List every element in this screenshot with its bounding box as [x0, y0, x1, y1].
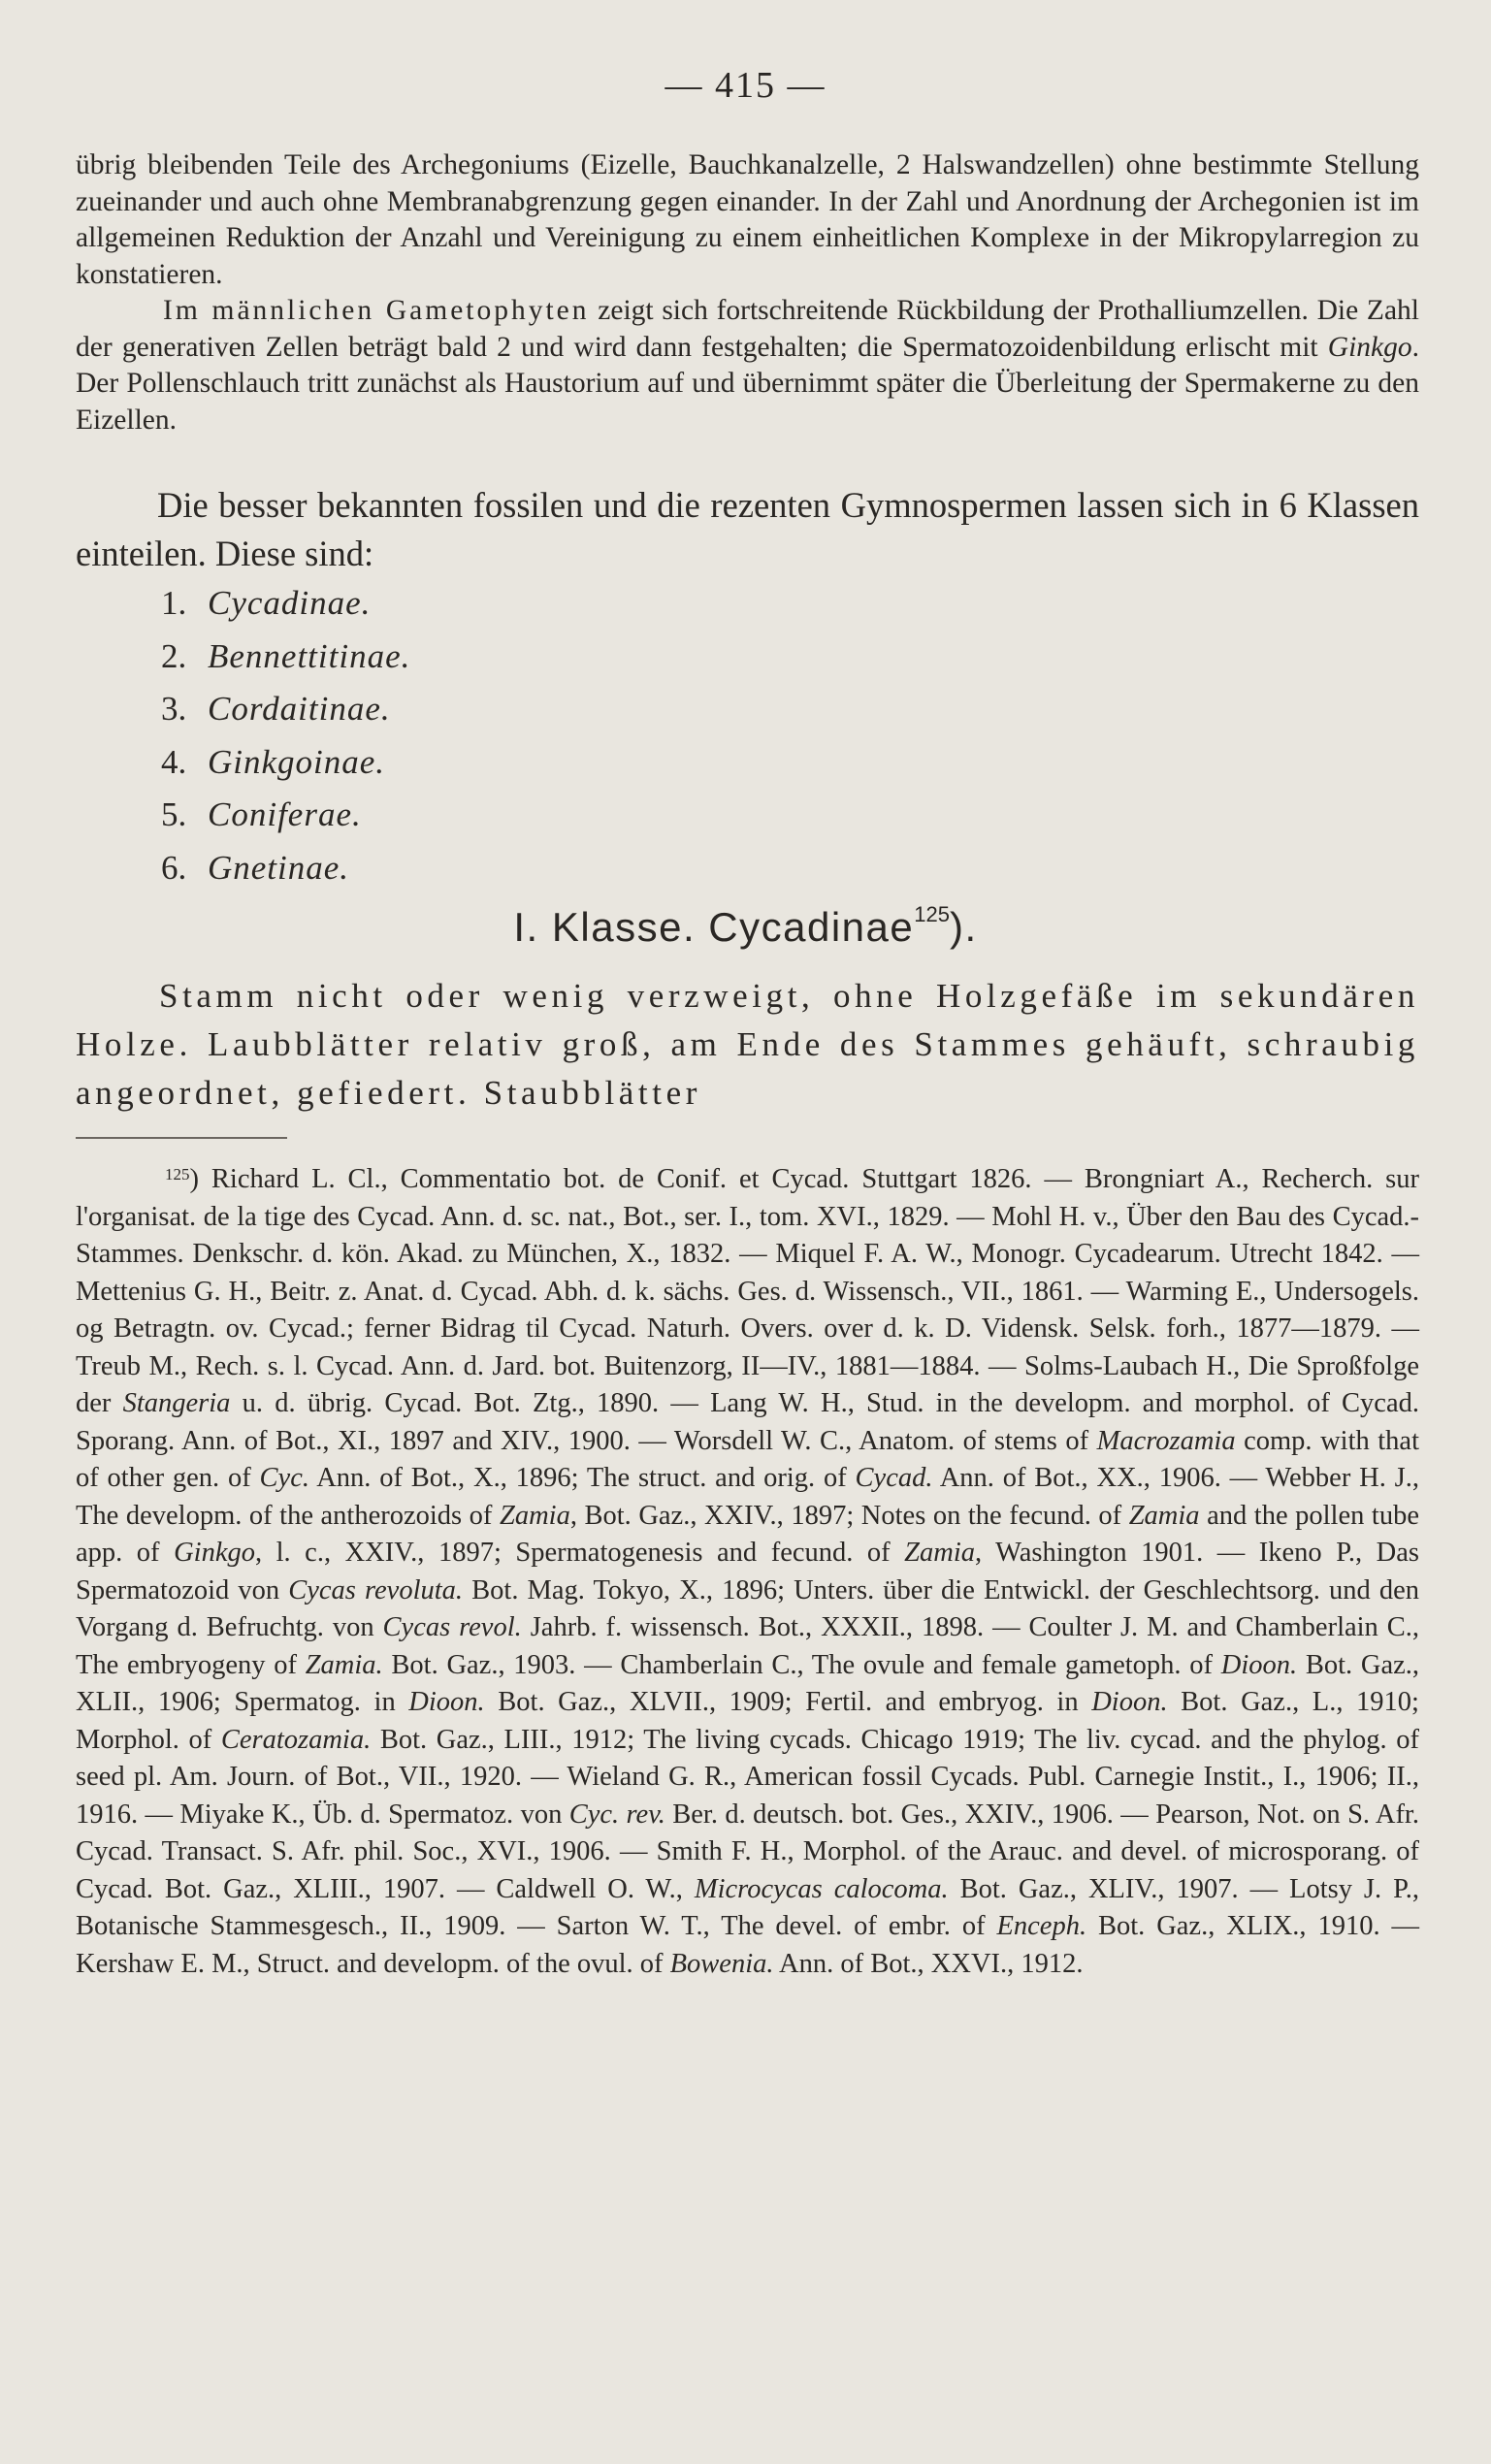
footnote-genus: Enceph. — [996, 1911, 1087, 1941]
footnote-genus: Bowenia. — [669, 1948, 774, 1979]
footnote-text: Bot. Mag. Tokyo, X., 1896; Unters. über die Entwickl. der Geschlechtsorg. und den Vorgang d. Befruchtg. von — [76, 1574, 1419, 1642]
section-heading — [0, 902, 1491, 951]
page-number: — 415 — — [664, 65, 827, 106]
footnote-genus: Zamia — [499, 1500, 570, 1531]
archegonium-paragraph: übrig bleibenden Teile des Archegoniums (Eizelle, Bauchkanalzelle, 2 Halswandzellen) ohne bestimmte Stellung zueinander und auch ohne Membranabgrenzung gegen einander. In der Zahl und Anordnung der Archegonien ist im allgemeinen Reduktion der Anzahl und Vereinigung zu einem einheitlichen Komplexe in der Mikropylarregion zu konstatieren. — [76, 149, 1419, 290]
footnote-genus: Macrozamia — [1096, 1425, 1236, 1456]
footnote-text: Bot. Gaz., XLVII., 1909; Fertil. and embryog. in — [484, 1687, 1092, 1717]
footnote-text: , Bot. Gaz., XXIV., 1897; Notes on the fecund. of — [569, 1500, 1129, 1531]
classes-intro — [76, 481, 1419, 578]
footnote-text: , Washington 1901. — Ikeno P., Das Spermatozoid von — [76, 1538, 1419, 1605]
footnote-text: Ann. of Bot., X., 1896; The struct. and orig. of — [308, 1463, 856, 1493]
class-name: Bennettitinae. — [208, 636, 411, 675]
class-name: Coniferae. — [208, 795, 362, 833]
class-number: 6. — [161, 848, 187, 887]
footnote-text: Bot. Gaz., LIII., 1912; The living cycads. Chicago 1919; The liv. cycad. and the phylog. of seed pl. Am. Journ. of Bot., VII., 1920. — Wieland G. R., American fossil Cycads. Publ. Carnegie Instit., I., 1906; II., 1916. — Miyake K., Üb. d. Spermatoz. von — [76, 1724, 1419, 1830]
footnote-genus: Cycas revoluta. — [288, 1574, 464, 1605]
gametophyte-paragraph — [76, 293, 1419, 438]
footnote-genus: Stangeria — [122, 1388, 231, 1418]
class-number: 1. — [161, 584, 187, 622]
footnote-genus: Dioon. — [408, 1687, 485, 1717]
class-list — [161, 577, 410, 894]
genus-name: Ginkgo — [1327, 331, 1412, 363]
footnote-text: Jahrb. f. wissensch. Bot., XXXII., 1898. — Coulter J. M. and Chamberlain C., The embryogeny of — [76, 1612, 1420, 1680]
class-name: Gnetinae. — [208, 848, 350, 887]
intro-text — [76, 147, 1419, 438]
class-name: Ginkgoinae. — [208, 742, 386, 781]
class-item — [161, 789, 410, 842]
class-name: Cordaitinae. — [208, 690, 391, 728]
footnote-text: comp. with that of other gen. of — [76, 1425, 1419, 1493]
gametophyte-text-b: . Der Pollenschlauch tritt zunächst als Haustorium auf und übernimmt später die Überleitung der Spermakerne zu den Eizellen. — [76, 331, 1419, 436]
footnote — [76, 1156, 1419, 1983]
footnote-reference: 125 — [914, 902, 950, 926]
footnote-genus: Ceratozamia. — [220, 1724, 372, 1755]
footnote-divider — [76, 1137, 287, 1139]
footnote-text: Bot. Gaz., L., 1910; Morphol. of — [76, 1687, 1419, 1755]
footnote-genus: Dioon. — [1220, 1649, 1298, 1680]
footnote-text: Ann. of Bot., XX., 1906. — Webber H. J., The developm. of the antherozoids of — [76, 1463, 1419, 1531]
footnote-genus: Ginkgo — [174, 1538, 255, 1568]
footnote-text: Bot. Gaz., 1903. — Chamberlain C., The ovule and female gametoph. of — [382, 1649, 1221, 1680]
footnote-genus: Microcycas calocoma. — [694, 1873, 949, 1904]
footnote-genus: Dioon. — [1091, 1687, 1168, 1717]
class-number: 4. — [161, 742, 187, 781]
footnote-genus: Cycas revol. — [382, 1612, 522, 1642]
class-item — [161, 736, 410, 790]
footnote-text: Bot. Gaz., XLII., 1906; Spermatog. in — [76, 1649, 1420, 1717]
footnote-text: Ber. d. deutsch. bot. Ges., XXIV., 1906. — Pearson, Not. on S. Afr. Cycad. Transact. S. Afr. phil. Soc., XVI., 1906. — Smith F. H., Morphol. of the Arauc. and devel. of microsporang. of Cycad. Bot. Gaz., XLIII., 1907. — Caldwell O. W., — [76, 1799, 1419, 1904]
class-number: 5. — [161, 795, 187, 833]
footnote-genus: Cycad. — [855, 1463, 933, 1493]
footnote-paragraph — [76, 1156, 1419, 1983]
class-item — [161, 577, 410, 631]
footnote-text: ) Richard L. Cl., Commentatio bot. de Conif. et Cycad. Stuttgart 1826. — Brongniart A., Recherch. sur l'organisat. de la tige des Cycad. Ann. d. sc. nat., Bot., ser. I., tom. XVI., 1829. — Mohl H. v., Über den Bau des Cycad.-Stammes. Denkschr. d. kön. Akad. zu München, X., 1832. — Miquel F. A. W., Monogr. Cycadearum. Utrecht 1842. — Mettenius G. H., Beitr. z. Anat. d. Cycad. Abh. d. k. sächs. Ges. d. Wissensch., VII., 1861. — Warming E., Undersogels. og Betragtn. ov. Cycad.; ferner Bidrag til Cycad. Naturh. Overs. over d. k. D. Vidensk. Selsk. forh., 1877—1879. — Treub M., Rech. s. l. Cycad. Ann. d. Jard. bot. Buitenzorg, II—IV., 1881—1884. — Solms-Laubach H., Die Sproßfolge der — [76, 1164, 1419, 1418]
class-name: Cycadinae. — [208, 584, 372, 622]
footnote-text: u. d. übrig. Cycad. Bot. Ztg., 1890. — Lang W. H., Stud. in the developm. and morphol. of Cycad. Sporang. Ann. of Bot., XI., 1897 and XIV., 1900. — Worsdell W. C., Anatom. of stems of — [76, 1388, 1419, 1456]
gametophyte-text-a: zeigt sich fortschreitende Rückbildung der Prothalliumzellen. Die Zahl der generativen Zellen beträgt bald 2 und wird dann festgehalten; die Spermatozoidenbildung erlischt mit — [76, 295, 1419, 363]
gametophyte-lead: Im männlichen Gametophyten — [163, 295, 590, 326]
footnote-text: and the pollen tube app. of — [76, 1500, 1419, 1568]
class-item — [161, 631, 410, 684]
section-heading-close: ). — [949, 904, 978, 950]
section-heading-text: I. Klasse. Cycadinae — [513, 904, 915, 950]
footnote-genus: Cyc. rev. — [568, 1799, 665, 1830]
footnote-genus: Zamia — [904, 1538, 976, 1568]
class-item — [161, 842, 410, 895]
footnote-text: Ann. of Bot., XXVI., 1912. — [773, 1948, 1084, 1979]
class-number: 2. — [161, 636, 187, 675]
classes-intro-text: Die besser bekannten fossilen und die rezenten Gymnospermen lassen sich in 6 Klassen einteilen. Diese sind: — [76, 485, 1419, 573]
footnote-text: Bot. Gaz., XLIV., 1907. — Lotsy J. P., Botanische Stammesgesch., II., 1909. — Sarton W. T., The devel. of embr. of — [76, 1873, 1420, 1941]
footnote-marker: 125 — [165, 1165, 190, 1183]
class-number: 3. — [161, 690, 187, 728]
footnote-genus: Cyc. — [259, 1463, 309, 1493]
footnote-text: , l. c., XXIV., 1897; Spermatogenesis and fecund. of — [254, 1538, 905, 1568]
footnote-text: Bot. Gaz., XLIX., 1910. — Kershaw E. M., Struct. and developm. of the ovul. of — [76, 1911, 1419, 1979]
footnote-genus: Zamia — [1128, 1500, 1200, 1531]
description-text — [76, 972, 1419, 1118]
footnote-genus: Zamia. — [305, 1649, 383, 1680]
description-paragraph: Stamm nicht oder wenig verzweigt, ohne Holzgefäße im sekundären Holze. Laubblätter relativ groß, am Ende des Stammes gehäuft, schraubig angeordnet, gefiedert. Staubblätter — [76, 977, 1419, 1112]
class-item — [161, 683, 410, 736]
